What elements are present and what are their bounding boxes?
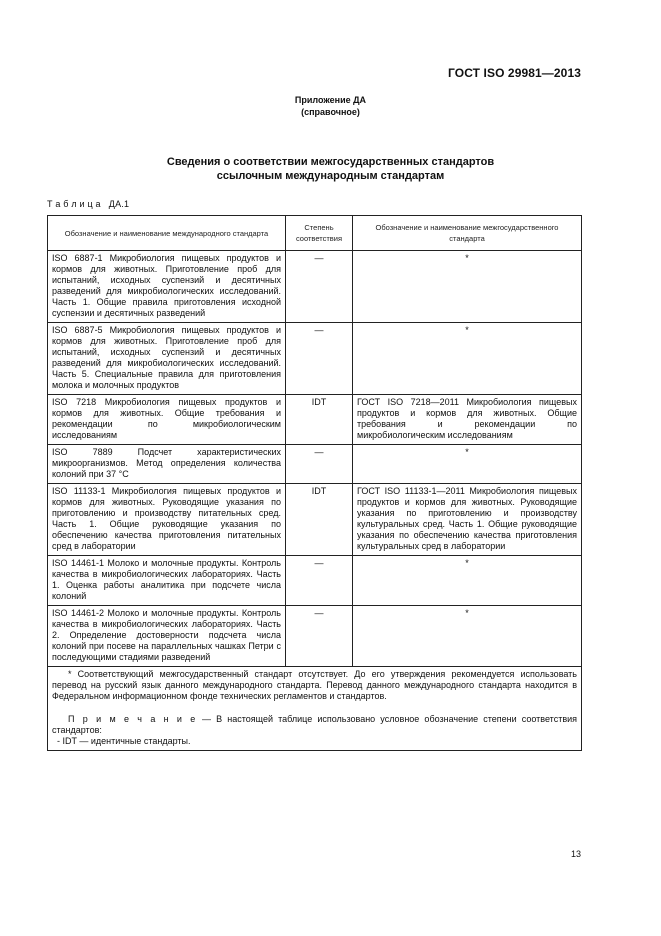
international-standard-cell: ISO 6887-1 Микробиология пищевых продуктов и кормов для животных. Приготовление проб для испытаний, исходных суспензий и десятичных разведений для микробиологических исследований. Часть 1. Общие правила приготовления исходной суспензии и десятичных разведений: [48, 251, 286, 323]
international-standard-cell: ISO 7218 Микробиология пищевых продуктов и кормов для животных. Общие требования и рекомендации по микробиологическим исследованиям: [48, 395, 286, 445]
appendix-title: Приложение ДА: [294, 95, 367, 105]
note-label: П р и м е ч а н и е: [68, 714, 197, 724]
interstate-standard-cell: *: [353, 251, 582, 323]
interstate-standard-cell: *: [353, 445, 582, 484]
table-footer-row: [48, 667, 582, 751]
degree-cell: IDT: [286, 484, 353, 556]
note-text: — В настоящей таблице использовано условное обозначение степени соответствия стандартов:: [52, 714, 577, 735]
table-row: [48, 395, 582, 445]
international-standard-cell: ISO 14461-1 Молоко и молочные продукты. Контроль качества в микробиологических лабораториях. Часть 1. Оценка работы аналитика при подсчете числа колоний: [48, 556, 286, 606]
table-row: [48, 484, 582, 556]
document-code: ГОСТ ISO 29981—2013: [448, 66, 581, 80]
interstate-standard-cell: ГОСТ ISO 7218—2011 Микробиология пищевых продуктов и кормов для животных. Общие требования и рекомендации по микробиологическим исследованиям: [353, 395, 582, 445]
international-standard-cell: ISO 14461-2 Молоко и молочные продукты. Контроль качества в микробиологических лабораториях. Часть 2. Определение достоверности подсчета числа колоний при посеве на параллельных чашках Петри с последующими стадиями разведений: [48, 606, 286, 667]
page-number: 13: [570, 849, 581, 859]
interstate-standard-cell: *: [353, 606, 582, 667]
header-degree: Степень соответствия: [286, 216, 353, 251]
table-note: [52, 714, 577, 736]
table-header-row: [48, 216, 582, 251]
interstate-standard-cell: *: [353, 556, 582, 606]
degree-cell: —: [286, 606, 353, 667]
table-row: [48, 556, 582, 606]
appendix-heading: [0, 94, 661, 118]
degree-cell: IDT: [286, 395, 353, 445]
degree-cell: —: [286, 251, 353, 323]
appendix-subtitle: (справочное): [301, 107, 360, 117]
international-standard-cell: ISO 7889 Подсчет характеристических микроорганизмов. Метод определения количества колоний при 37 °С: [48, 445, 286, 484]
interstate-standard-cell: ГОСТ ISO 11133-1—2011 Микробиология пищевых продуктов и кормов для животных. Руководящие указания по приготовлению и производству культуральных сред. Часть 1. Общие руководящие указания по обеспечению качества приготовления культуральных сред в лаборатории: [353, 484, 582, 556]
page-title-line-1: Сведения о соответствии межгосударственных стандартов: [166, 156, 495, 168]
table-row: [48, 606, 582, 667]
table-caption: Т а б л и ц а ДА.1: [47, 199, 130, 209]
header-interstate-standard: Обозначение и наименование межгосударственного стандарта: [353, 216, 582, 251]
correspondence-table: [47, 215, 582, 751]
degree-cell: —: [286, 445, 353, 484]
international-standard-cell: ISO 11133-1 Микробиология пищевых продуктов и кормов для животных. Руководящие указания по приготовлению и производству питательных сред. Часть 1. Общие руководящие указания по обеспечению качества приготовления питательных сред в лаборатории: [48, 484, 286, 556]
international-standard-cell: ISO 6887-5 Микробиология пищевых продуктов и кормов для животных. Приготовление проб для испытаний, исходных суспензий и десятичных разведений для микробиологических исследований. Часть 5. Специальные правила для приготовления молока и молочных продуктов: [48, 323, 286, 395]
table-row: [48, 323, 582, 395]
page-title: [0, 155, 661, 183]
table-row: [48, 445, 582, 484]
interstate-standard-cell: *: [353, 323, 582, 395]
table-footnotes: [48, 667, 582, 751]
page-title-line-2: ссылочным международным стандартам: [216, 170, 445, 182]
header-international-standard: Обозначение и наименование международного стандарта: [48, 216, 286, 251]
footnote-star: * Соответствующий межгосударственный стандарт отсутствует. До его утверждения рекомендуется использовать перевод на русский язык данного международного стандарта. Перевод данного международного стандарта находится в Федеральном информационном фонде технических регламентов и стандартов.: [52, 669, 577, 701]
table-row: [48, 251, 582, 323]
degree-cell: —: [286, 556, 353, 606]
degree-cell: —: [286, 323, 353, 395]
note-idt-legend: - IDT — идентичные стандарты.: [57, 736, 191, 746]
